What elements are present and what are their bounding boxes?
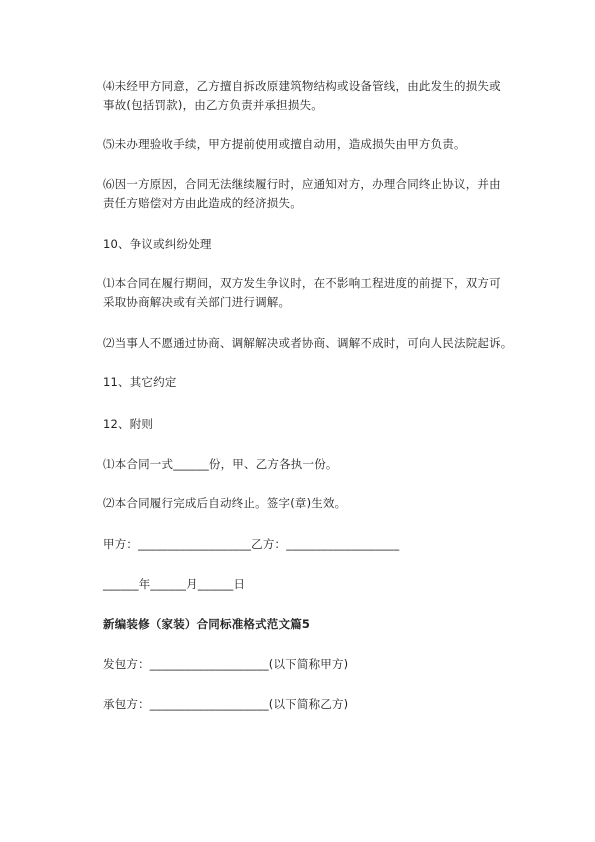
clause-10-1-line-1: ⑴本合同在履行期间，双方发生争议时，在不影响工程进度的前提下，双方可 — [103, 276, 501, 290]
clause-6-line-1: ⑹因一方原因，合同无法继续履行时，应通知对方，办理合同终止协议，并由 — [103, 177, 501, 191]
clause-4-line-2: 事故(包括罚款)，由乙方负责并承担损失。 — [103, 98, 323, 112]
clause-10-2: ⑵当事人不愿通过协商、调解解决或者协商、调解不成时，可向人民法院起诉。 — [103, 336, 513, 350]
signature-line: 甲方：___________________乙方：___________________ — [103, 537, 400, 551]
clause-4-line-1: ⑷未经甲方同意，乙方擅自拆改原建筑物结构或设备管线，由此发生的损失或 — [103, 79, 501, 93]
section-heading-5: 新编装修（家装）合同标准格式范文篇5 — [103, 617, 311, 631]
issuer-line: 发包方：____________________(以下简称甲方) — [103, 657, 349, 671]
contractor-line: 承包方：____________________(以下简称乙方) — [103, 697, 349, 711]
clause-6-line-2: 责任方赔偿对方由此造成的经济损失。 — [103, 196, 302, 210]
clause-10-1-line-2: 采取协商解决或有关部门进行调解。 — [103, 295, 291, 309]
clause-12-2: ⑵本合同履行完成后自动终止。签字(章)生效。 — [103, 496, 347, 510]
clause-12-1: ⑴本合同一式______份，甲、乙方各执一份。 — [103, 457, 338, 471]
clause-5: ⑸未办理验收手续，甲方提前使用或擅自动用，造成损失由甲方负责。 — [103, 137, 466, 151]
section-10-heading: 10、争议或纠纷处理 — [103, 237, 212, 251]
date-line: ______年______月______日 — [103, 577, 246, 591]
section-12-heading: 12、附则 — [103, 417, 154, 431]
section-11-heading: 11、其它约定 — [103, 375, 177, 389]
